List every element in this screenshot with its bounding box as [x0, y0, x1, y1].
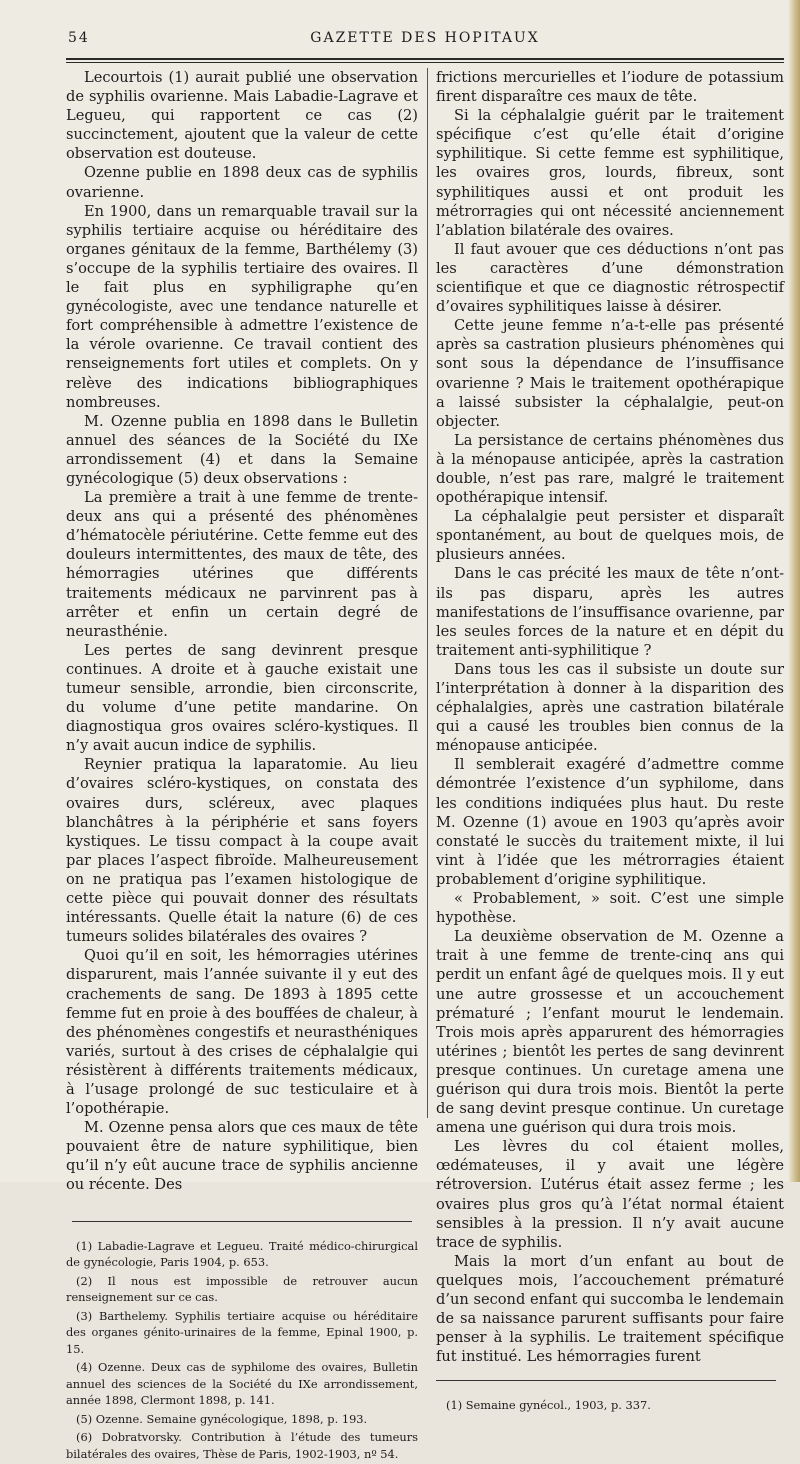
paragraph: Quoi qu’il en soit, les hémorragies utérines disparurent, mais l’année suivante il y eut des crachements de sang. De 1893 à 1895 cette femme fut en proie à des bouffées de chaleur, à des phénomènes congestifs et neurasthéniques variés, surtout à des crises de céphalalgie qui résistèrent à différents traitements médicaux, à l’usage prolongé de suc testiculaire et à l’opothérapie. [66, 947, 418, 1118]
paragraph: En 1900, dans un remarquable travail sur la syphilis tertiaire acquise ou héréditaire des organes génitaux de la femme, Barthélemy (3) s’occupe de la syphilis tertiaire des ovaires. Il le fait plus en syphiligraphe qu’en gynécologiste, avec une tendance naturelle et fort compréhensible à admettre l’existence de la vérole ovarienne. Ce travail contient des renseignements fort utiles et complets. On y relève des indications bibliographiques nombreuses. [66, 202, 418, 411]
paragraph: Lecourtois (1) aurait publié une observation de syphilis ovarienne. Mais Labadie-Lagrave et Legueu, qui rapportent ce cas (2) succinctement, ajoutent que la valeur de cette observation est douteuse. [66, 69, 418, 163]
footnote: (5) Ozenne. Semaine gynécologique, 1898, p. 193. [76, 1411, 368, 1426]
journal-title: GAZETTE DES HOPITAUX [310, 30, 540, 46]
paragraph: Ozenne publie en 1898 deux cas de syphilis ovarienne. [66, 164, 418, 201]
paragraph: M. Ozenne publia en 1898 dans le Bulletin annuel des séances de la Société du IXe arrondissement (4) et dans la Semaine gynécologique (5) deux observations : [66, 412, 418, 487]
paragraph: Les lèvres du col étaient molles, œdémateuses, il y avait une légère rétroversion. L’utérus était assez ferme ; les ovaires plus gros qu’à l’état normal étaient sensibles à la pression. Il n’y avait aucune trace de syphilis. [436, 1138, 784, 1251]
page-number: 54 [68, 30, 90, 46]
paragraph: « Probablement, » soit. C’est une simple hypothèse. [436, 890, 784, 927]
paragraph: Si la céphalalgie guérit par le traitement spécifique c’est qu’elle était d’origine syphilitique. Si cette femme est syphilitique, les ovaires gros, lourds, fibreux, sont syphilitiques aussi et ont produit les métrorragies qui ont nécessité anciennement l’ablation bilatérale des ovaires. [436, 107, 784, 239]
footnote-separator [72, 1221, 412, 1222]
header-rule-thin [66, 62, 784, 63]
paragraph: Dans tous les cas il subsiste un doute sur l’interprétation à donner à la disparition des céphalalgies, après une castration bilatérale qui a causé les troubles bien connus de la ménopause anticipée. [436, 660, 784, 755]
paragraph: Il faut avouer que ces déductions n’ont pas les caractères d’une démonstration scientifique et que ce diagnostic rétrospectif d’ovaires syphilitiques laisse à désirer. [436, 240, 784, 316]
footnote: (1) Labadie-Lagrave et Legueu. Traité médico-chirurgical de gynécologie, Paris 1904, p. 653. [66, 1238, 418, 1270]
paragraph: Reynier pratiqua la laparatomie. Au lieu d’ovaires scléro-kystiques, on constata des ovaires durs, scléreux, avec plaques blanchâtres à la périphérie et sans foyers kystiques. Le tissu compact à la coupe avait par places l’aspect fibroïde. Malheureusement on ne pratiqua pas l’examen histologique de cette pièce qui pouvait donner des résultats intéressants. Quelle était la nature (6) de ces tumeurs solides bilatérales des ovaires ? [66, 756, 418, 946]
paragraph: Cette jeune femme n’a-t-elle pas présenté après sa castration plusieurs phénomènes qui sont sous la dépendance de l’insuffisance ovarienne ? Mais le traitement opothérapique a laissé subsister la céphalalgie, peut-on objecter. [436, 317, 784, 430]
footnote: (6) Dobratvorsky. Contribution à l’étude des tumeurs bilatérales des ovaires, Thèse de Paris, 1902-1903, nº 54. [66, 1430, 418, 1461]
footnote: (4) Ozenne. Deux cas de syphilome des ovaires, Bulletin annuel des sciences de la Société du IXe arrondissement, année 1898, Clermont 1898, p. 141. [66, 1360, 418, 1408]
paragraph: M. Ozenne pensa alors que ces maux de tête pouvaient être de nature syphilitique, bien qu’il n’y eût aucune trace de syphilis ancienne ou récente. Des [66, 1119, 418, 1194]
left-body [66, 68, 418, 1195]
paragraph: Mais la mort d’un enfant au bout de quelques mois, l’accouchement prématuré d’un second enfant qui succomba le lendemain de sa naissance parurent suffisants pour faire penser à la syphilis. Le traitement spécifique fut institué. Les hémorragies furent [436, 1252, 784, 1366]
paragraph: Il semblerait exagéré d’admettre comme démontrée l’existence d’un syphilome, dans les conditions indiquées plus haut. Du reste M. Ozenne (1) avoue en 1903 qu’après avoir constaté le succès du traitement mixte, il lui vint à l’idée que les métrorragies étaient probablement d’origine syphilitique. [436, 756, 784, 888]
left-column [66, 68, 418, 1464]
paragraph: frictions mercurielles et l’iodure de potassium firent disparaître ces maux de tête. [436, 69, 784, 106]
paragraph: La deuxième observation de M. Ozenne a trait à une femme de trente-cinq ans qui perdit un enfant âgé de quelques mois. Il y eut une autre grossesse et un accouchement prématuré ; l’enfant mourut le lendemain. Trois mois après apparurent des hémorragies utérines ; bientôt les pertes de sang devinrent presque continues. Un curetage amena une guérison qui dura trois mois. Bientôt la perte de sang devint presque continue. Un curetage amena une guérison qui dura trois mois. [436, 928, 784, 1137]
column-divider [427, 68, 428, 1118]
footnote: (2) Il nous est impossible de retrouver aucun renseignement sur ce cas. [66, 1273, 418, 1305]
footnote: (1) Semaine gynécol., 1903, p. 337. [446, 1398, 651, 1413]
left-footnotes [66, 1238, 418, 1463]
paragraph: Dans le cas précité les maux de tête n’ont-ils pas disparu, après les autres manifestations de l’insuffisance ovarienne, par les seules forces de la nature et en dépit du traitement anti-syphilitique ? [436, 565, 784, 659]
page-edge [788, 0, 800, 1182]
page-header [68, 30, 782, 54]
paragraph: La première a trait à une femme de trente-deux ans qui a présenté des phénomènes d’hématocèle périutérine. Cette femme eut des douleurs intermittentes, des maux de tête, des hémorragies utérines que différents traitements médicaux ne parvinrent pas à arrêter et enfin un certain degré de neurasthénie. [66, 489, 418, 640]
footnote: (3) Barthelemy. Syphilis tertiaire acquise ou héréditaire des organes génito-urinaires de la femme, Epinal 1900, p. 15. [66, 1308, 418, 1356]
header-rule-thick [66, 58, 784, 60]
paragraph: La céphalalgie peut persister et disparaît spontanément, au bout de quelques mois, de plusieurs années. [436, 508, 784, 564]
right-footnotes [436, 1397, 784, 1414]
right-column [436, 68, 784, 1416]
paragraph: La persistance de certains phénomènes dus à la ménopause anticipée, après la castration double, n’est pas rare, malgré le traitement opothérapique intensif. [436, 431, 784, 507]
right-body [436, 68, 784, 1366]
footnote-separator [436, 1380, 776, 1381]
paragraph: Les pertes de sang devinrent presque continues. A droite et à gauche existait une tumeur sensible, arrondie, bien circonscrite, du volume d’une petite mandarine. On diagnostiqua gros ovaires scléro-kystiques. Il n’y avait aucun indice de syphilis. [66, 641, 418, 755]
